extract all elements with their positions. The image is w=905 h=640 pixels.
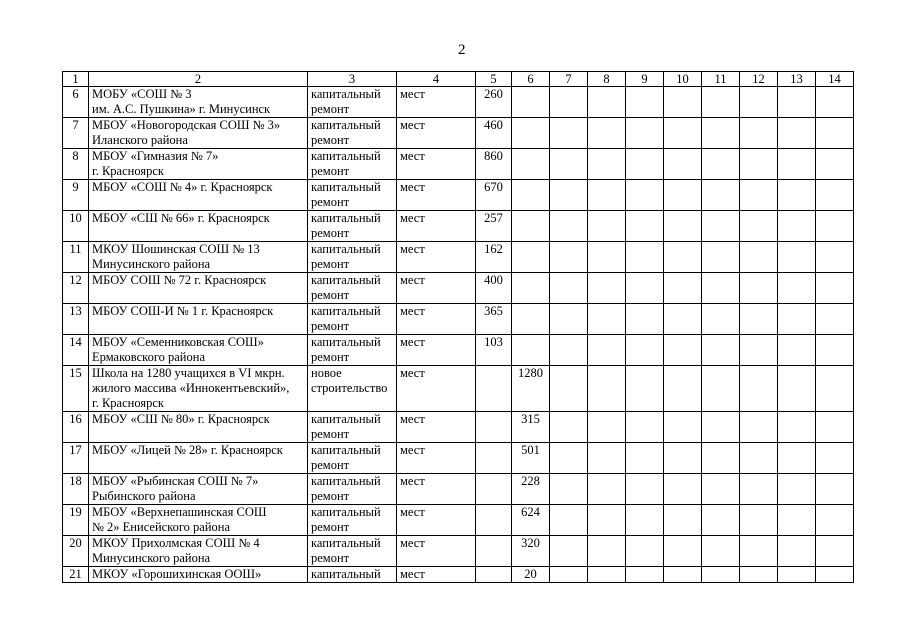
unit-cell: мест: [397, 536, 476, 567]
table-row: [63, 474, 854, 505]
table-row: [63, 335, 854, 366]
unit-cell: мест: [397, 180, 476, 211]
unit-cell: мест: [397, 304, 476, 335]
empty-cell-col14: [816, 505, 854, 536]
empty-cell-col14: [816, 474, 854, 505]
row-number-cell: 19: [63, 505, 89, 536]
header-cell: 12: [740, 72, 778, 87]
empty-cell-col7: [550, 180, 588, 211]
header-cell: 14: [816, 72, 854, 87]
empty-cell-col8: [588, 87, 626, 118]
work-type-cell: капитальный: [308, 567, 397, 583]
unit-cell: мест: [397, 474, 476, 505]
table-row: [63, 242, 854, 273]
unit-cell: мест: [397, 211, 476, 242]
empty-cell-col9: [626, 180, 664, 211]
header-cell: 13: [778, 72, 816, 87]
empty-cell-col10: [664, 567, 702, 583]
table-row: [63, 536, 854, 567]
empty-cell-col11: [702, 567, 740, 583]
capacity-col5-cell: [476, 412, 512, 443]
object-name-cell: МКОУ «Горошихинская ООШ»: [89, 567, 308, 583]
empty-cell-col12: [740, 567, 778, 583]
capacity-col5-cell: 103: [476, 335, 512, 366]
empty-cell-col10: [664, 180, 702, 211]
empty-cell-col10: [664, 273, 702, 304]
row-number-cell: 11: [63, 242, 89, 273]
empty-cell-col12: [740, 412, 778, 443]
header-cell: 9: [626, 72, 664, 87]
empty-cell-col10: [664, 335, 702, 366]
unit-cell: мест: [397, 366, 476, 412]
empty-cell-col12: [740, 211, 778, 242]
empty-cell-col9: [626, 149, 664, 180]
empty-cell-col9: [626, 443, 664, 474]
empty-cell-col13: [778, 412, 816, 443]
empty-cell-col8: [588, 149, 626, 180]
empty-cell-col11: [702, 149, 740, 180]
empty-cell-col13: [778, 474, 816, 505]
empty-cell-col14: [816, 180, 854, 211]
work-type-cell: капитальный ремонт: [308, 335, 397, 366]
empty-cell-col7: [550, 87, 588, 118]
empty-cell-col13: [778, 149, 816, 180]
row-number-cell: 16: [63, 412, 89, 443]
object-name-cell: МБОУ «СШ № 66» г. Красноярск: [89, 211, 308, 242]
capacity-col5-cell: [476, 474, 512, 505]
unit-cell: мест: [397, 149, 476, 180]
empty-cell-col14: [816, 443, 854, 474]
capacity-col6-cell: 20: [512, 567, 550, 583]
empty-cell-col10: [664, 149, 702, 180]
empty-cell-col13: [778, 180, 816, 211]
object-name-cell: МБОУ «Верхнепашинская СОШ № 2» Енисейского района: [89, 505, 308, 536]
work-type-cell: капитальный ремонт: [308, 505, 397, 536]
empty-cell-col14: [816, 149, 854, 180]
empty-cell-col10: [664, 242, 702, 273]
unit-cell: мест: [397, 118, 476, 149]
empty-cell-col8: [588, 180, 626, 211]
capacity-col6-cell: [512, 242, 550, 273]
capacity-col6-cell: [512, 149, 550, 180]
empty-cell-col10: [664, 211, 702, 242]
empty-cell-col14: [816, 242, 854, 273]
capacity-col5-cell: 860: [476, 149, 512, 180]
empty-cell-col9: [626, 335, 664, 366]
work-type-cell: капитальный ремонт: [308, 536, 397, 567]
work-type-cell: капитальный ремонт: [308, 443, 397, 474]
header-row: [63, 72, 854, 87]
work-type-cell: капитальный ремонт: [308, 412, 397, 443]
capacity-col5-cell: [476, 443, 512, 474]
empty-cell-col14: [816, 412, 854, 443]
row-number-cell: 20: [63, 536, 89, 567]
empty-cell-col7: [550, 211, 588, 242]
header-cell: 5: [476, 72, 512, 87]
capacity-col6-cell: [512, 118, 550, 149]
empty-cell-col13: [778, 505, 816, 536]
row-number-cell: 7: [63, 118, 89, 149]
row-number-cell: 18: [63, 474, 89, 505]
empty-cell-col9: [626, 118, 664, 149]
header-cell: 3: [308, 72, 397, 87]
empty-cell-col14: [816, 273, 854, 304]
object-name-cell: Школа на 1280 учащихся в VI мкрн. жилого массива «Иннокентьевский», г. Красноярск: [89, 366, 308, 412]
capacity-col6-cell: [512, 273, 550, 304]
object-name-cell: МБОУ «СШ № 80» г. Красноярск: [89, 412, 308, 443]
unit-cell: мест: [397, 505, 476, 536]
capacity-col5-cell: 260: [476, 87, 512, 118]
row-number-cell: 13: [63, 304, 89, 335]
empty-cell-col11: [702, 536, 740, 567]
empty-cell-col7: [550, 505, 588, 536]
empty-cell-col8: [588, 273, 626, 304]
unit-cell: мест: [397, 443, 476, 474]
table-row: [63, 118, 854, 149]
empty-cell-col13: [778, 567, 816, 583]
capacity-col6-cell: [512, 211, 550, 242]
row-number-cell: 17: [63, 443, 89, 474]
empty-cell-col10: [664, 87, 702, 118]
row-number-cell: 8: [63, 149, 89, 180]
header-cell: 1: [63, 72, 89, 87]
empty-cell-col11: [702, 211, 740, 242]
empty-cell-col13: [778, 536, 816, 567]
table-row: [63, 567, 854, 583]
table-row: [63, 180, 854, 211]
empty-cell-col12: [740, 443, 778, 474]
capacity-col6-cell: [512, 180, 550, 211]
empty-cell-col13: [778, 443, 816, 474]
object-name-cell: МБОУ «СОШ № 4» г. Красноярск: [89, 180, 308, 211]
empty-cell-col8: [588, 536, 626, 567]
capacity-col5-cell: 162: [476, 242, 512, 273]
empty-cell-col8: [588, 443, 626, 474]
capacity-col6-cell: 501: [512, 443, 550, 474]
empty-cell-col9: [626, 273, 664, 304]
empty-cell-col7: [550, 273, 588, 304]
capacity-col5-cell: 670: [476, 180, 512, 211]
empty-cell-col11: [702, 366, 740, 412]
capacity-col6-cell: [512, 304, 550, 335]
empty-cell-col12: [740, 366, 778, 412]
empty-cell-col14: [816, 335, 854, 366]
table-row: [63, 366, 854, 412]
empty-cell-col8: [588, 304, 626, 335]
capacity-col5-cell: 257: [476, 211, 512, 242]
empty-cell-col11: [702, 505, 740, 536]
empty-cell-col7: [550, 242, 588, 273]
table-row: [63, 505, 854, 536]
empty-cell-col11: [702, 304, 740, 335]
work-type-cell: капитальный ремонт: [308, 211, 397, 242]
empty-cell-col14: [816, 87, 854, 118]
header-cell: 4: [397, 72, 476, 87]
empty-cell-col14: [816, 118, 854, 149]
object-name-cell: МОБУ «СОШ № 3 им. А.С. Пушкина» г. Минусинск: [89, 87, 308, 118]
capacity-col6-cell: 624: [512, 505, 550, 536]
empty-cell-col14: [816, 536, 854, 567]
table-row: [63, 273, 854, 304]
empty-cell-col12: [740, 87, 778, 118]
empty-cell-col11: [702, 273, 740, 304]
empty-cell-col12: [740, 304, 778, 335]
table-row: [63, 87, 854, 118]
empty-cell-col7: [550, 304, 588, 335]
empty-cell-col10: [664, 443, 702, 474]
row-number-cell: 12: [63, 273, 89, 304]
object-name-cell: МБОУ «Новогородская СОШ № 3» Иланского района: [89, 118, 308, 149]
empty-cell-col12: [740, 242, 778, 273]
capacity-col5-cell: 365: [476, 304, 512, 335]
empty-cell-col13: [778, 366, 816, 412]
empty-cell-col14: [816, 304, 854, 335]
page-number: 2: [458, 42, 466, 58]
empty-cell-col10: [664, 412, 702, 443]
empty-cell-col9: [626, 304, 664, 335]
empty-cell-col9: [626, 536, 664, 567]
empty-cell-col9: [626, 366, 664, 412]
empty-cell-col9: [626, 505, 664, 536]
empty-cell-col7: [550, 366, 588, 412]
row-number-cell: 6: [63, 87, 89, 118]
capacity-col6-cell: [512, 87, 550, 118]
empty-cell-col8: [588, 366, 626, 412]
empty-cell-col13: [778, 87, 816, 118]
unit-cell: мест: [397, 335, 476, 366]
empty-cell-col14: [816, 567, 854, 583]
capacity-col6-cell: 320: [512, 536, 550, 567]
unit-cell: мест: [397, 412, 476, 443]
empty-cell-col7: [550, 118, 588, 149]
empty-cell-col13: [778, 335, 816, 366]
object-name-cell: МКОУ Шошинская СОШ № 13 Минусинского района: [89, 242, 308, 273]
empty-cell-col8: [588, 567, 626, 583]
empty-cell-col11: [702, 474, 740, 505]
object-name-cell: МБОУ «Рыбинская СОШ № 7» Рыбинского района: [89, 474, 308, 505]
unit-cell: мест: [397, 87, 476, 118]
empty-cell-col9: [626, 211, 664, 242]
capacity-col5-cell: [476, 505, 512, 536]
row-number-cell: 14: [63, 335, 89, 366]
object-name-cell: МБОУ «Лицей № 28» г. Красноярск: [89, 443, 308, 474]
work-type-cell: капитальный ремонт: [308, 180, 397, 211]
capacity-col5-cell: [476, 536, 512, 567]
work-type-cell: капитальный ремонт: [308, 118, 397, 149]
empty-cell-col8: [588, 211, 626, 242]
work-type-cell: капитальный ремонт: [308, 87, 397, 118]
empty-cell-col9: [626, 567, 664, 583]
empty-cell-col12: [740, 335, 778, 366]
header-cell: 6: [512, 72, 550, 87]
empty-cell-col9: [626, 242, 664, 273]
unit-cell: мест: [397, 242, 476, 273]
empty-cell-col10: [664, 474, 702, 505]
empty-cell-col9: [626, 87, 664, 118]
empty-cell-col7: [550, 474, 588, 505]
empty-cell-col9: [626, 412, 664, 443]
empty-cell-col8: [588, 412, 626, 443]
work-type-cell: капитальный ремонт: [308, 273, 397, 304]
empty-cell-col7: [550, 443, 588, 474]
row-number-cell: 21: [63, 567, 89, 583]
empty-cell-col13: [778, 304, 816, 335]
header-cell: 7: [550, 72, 588, 87]
empty-cell-col13: [778, 118, 816, 149]
empty-cell-col12: [740, 273, 778, 304]
empty-cell-col11: [702, 335, 740, 366]
work-type-cell: капитальный ремонт: [308, 304, 397, 335]
row-number-cell: 9: [63, 180, 89, 211]
work-type-cell: капитальный ремонт: [308, 242, 397, 273]
empty-cell-col11: [702, 87, 740, 118]
row-number-cell: 15: [63, 366, 89, 412]
table-row: [63, 211, 854, 242]
empty-cell-col7: [550, 536, 588, 567]
table-row: [63, 412, 854, 443]
table-row: [63, 443, 854, 474]
capacity-col6-cell: 228: [512, 474, 550, 505]
capacity-col5-cell: 460: [476, 118, 512, 149]
empty-cell-col7: [550, 149, 588, 180]
object-name-cell: МБОУ «Семенниковская СОШ» Ермаковского района: [89, 335, 308, 366]
work-type-cell: капитальный ремонт: [308, 149, 397, 180]
empty-cell-col10: [664, 536, 702, 567]
work-type-cell: новое строительство: [308, 366, 397, 412]
empty-cell-col14: [816, 211, 854, 242]
empty-cell-col8: [588, 242, 626, 273]
empty-cell-col14: [816, 366, 854, 412]
empty-cell-col11: [702, 180, 740, 211]
empty-cell-col12: [740, 536, 778, 567]
row-number-cell: 10: [63, 211, 89, 242]
empty-cell-col11: [702, 443, 740, 474]
empty-cell-col10: [664, 304, 702, 335]
empty-cell-col11: [702, 242, 740, 273]
empty-cell-col7: [550, 412, 588, 443]
empty-cell-col8: [588, 118, 626, 149]
header-cell: 2: [89, 72, 308, 87]
empty-cell-col7: [550, 567, 588, 583]
empty-cell-col7: [550, 335, 588, 366]
empty-cell-col12: [740, 505, 778, 536]
empty-cell-col12: [740, 149, 778, 180]
empty-cell-col13: [778, 273, 816, 304]
empty-cell-col11: [702, 412, 740, 443]
object-name-cell: МБОУ «Гимназия № 7» г. Красноярск: [89, 149, 308, 180]
capacity-col5-cell: [476, 366, 512, 412]
empty-cell-col13: [778, 211, 816, 242]
empty-cell-col9: [626, 474, 664, 505]
empty-cell-col10: [664, 366, 702, 412]
empty-cell-col12: [740, 474, 778, 505]
empty-cell-col8: [588, 505, 626, 536]
program-table: [62, 71, 854, 583]
header-cell: 10: [664, 72, 702, 87]
header-cell: 8: [588, 72, 626, 87]
table-row: [63, 304, 854, 335]
empty-cell-col8: [588, 474, 626, 505]
object-name-cell: МБОУ СОШ № 72 г. Красноярск: [89, 273, 308, 304]
capacity-col6-cell: [512, 335, 550, 366]
empty-cell-col11: [702, 118, 740, 149]
unit-cell: мест: [397, 273, 476, 304]
empty-cell-col10: [664, 505, 702, 536]
capacity-col6-cell: 1280: [512, 366, 550, 412]
capacity-col5-cell: 400: [476, 273, 512, 304]
empty-cell-col13: [778, 242, 816, 273]
work-type-cell: капитальный ремонт: [308, 474, 397, 505]
capacity-col6-cell: 315: [512, 412, 550, 443]
capacity-col5-cell: [476, 567, 512, 583]
empty-cell-col10: [664, 118, 702, 149]
table-row: [63, 149, 854, 180]
unit-cell: мест: [397, 567, 476, 583]
empty-cell-col12: [740, 180, 778, 211]
header-cell: 11: [702, 72, 740, 87]
object-name-cell: МБОУ СОШ-И № 1 г. Красноярск: [89, 304, 308, 335]
empty-cell-col12: [740, 118, 778, 149]
object-name-cell: МКОУ Прихолмская СОШ № 4 Минусинского района: [89, 536, 308, 567]
empty-cell-col8: [588, 335, 626, 366]
